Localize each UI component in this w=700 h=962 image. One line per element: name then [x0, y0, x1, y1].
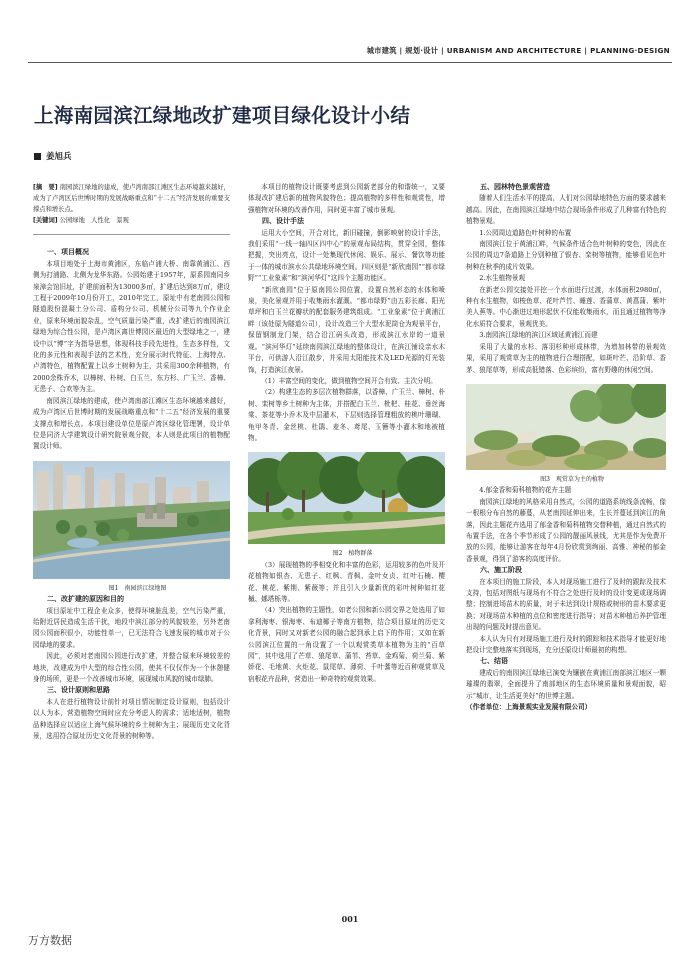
paragraph: 运用大小空间，开合对比，新旧碰撞，倒影映射的设计手法，我们采用“一线一轴四区四中心”的景观布局结构，贯穿全园，整体把握，突出亮点，设计一处集现代休闲、娱乐、展示、餐饮等功能于一体的城市滨水公共绿地环境空间。四区则是“新欣南园”“都市绿野”“工业象素”和“滨河华灯”这四个主题功能区。 [248, 228, 445, 283]
aerial-park-illustration [33, 461, 230, 579]
paragraph: 项目原址中工程企业众多，使得环境脏乱差，空气污染严重，给附近居民造成生活干扰，地段中滨江部分的风貌较差，另外老南园公园面积很小，功能性单一，已无法符合飞速发展的城市对于公园绿地的要求。 [33, 606, 230, 649]
page-number: 001 [341, 914, 359, 924]
author [34, 150, 72, 162]
plant-community-photo [248, 452, 445, 544]
paragraph: 本项目的植物设计既要考虑到公园新老部分的和谐统一，又要体现改扩建后新的植物风貌特色；提高植物的多样性和观赏性，增强植物对环境的改善作用，同时更丰富了城市景观。 [248, 183, 445, 214]
figure-3-caption: 图3 观赏草为主的植物 [540, 475, 604, 483]
paragraph: 采用了大量的水杉、落羽杉种形成林带，为增加林带的景观效果，采用了观赏草为主的植物进行合理搭配，如斑叶芒、沿阶草、香茅、狼尾草等，形成高低错落、色彩缤纷，富有野趣的休闲空间。 [466, 342, 666, 374]
paragraph: 南园滨江绿地的风格采用自然式，公园的道路系统线条流畅，像一根根分布自然的藤蔓，从老南园延伸出来，生长并蔓延到滨江的角落，因此主题花卉选用了郁金香和菊科植物交替种植，通过自然式的布置手法，在各个季节形成了公园的靓丽风景线，尤其是作为免费开放的公园，能够让游客在每年4月份欣赏到绚丽、高雅、神秘的郁金香景观，得到了游客的高度评价。 [466, 497, 666, 563]
figure-2-caption: 图2 植物群落 [332, 550, 373, 558]
keywords [33, 215, 230, 226]
subheading: 4.郁金香和菊科植物的花卉主题 [479, 486, 572, 495]
paragraph: 随着人们生活水平的提高，人们对公园绿地特色方面的要求越来越高。因此，在南园滨江绿地中结合现场条件形成了几种富有特色的植物景观。 [466, 194, 666, 226]
figure-2-image [248, 452, 445, 544]
subheading: 3.南园滨江绿地的滨江区域延黄浦江而建 [479, 331, 598, 340]
keywords-label: [关键词] [33, 217, 58, 224]
header-rule [28, 62, 672, 63]
figure-3-image [466, 384, 666, 470]
paragraph: （2）构建生态的多层次植物群落，以香樟、广玉兰、樟树、朴树、栾树等乡土树种为主体，并搭配白玉兰、枇杷、桂花、垂丝海棠、茶花等小乔木及中层灌木，下层则选择管理粗放的桃叶珊瑚、龟甲冬青、金丝桃、杜鹃、麦冬、鸢尾、玉簪等小灌木和地被植物。 [248, 388, 445, 442]
column-1 [33, 182, 230, 742]
subheading: 1.公园周边道路色叶树种的布置 [479, 228, 572, 237]
heading-methods: 四、设计手法 [262, 217, 304, 226]
heading-reason: 二、改扩建的原因和目的 [47, 595, 124, 604]
author-name: 姜旭兵 [46, 152, 72, 162]
figure-1-image [33, 461, 230, 579]
divider [33, 234, 230, 235]
ornamental-grass-photo [466, 384, 666, 470]
paragraph: 因此，必须对老南园公园进行改扩建，并整合原来环境较差的地块，改建成为中大型的综合性公园，使其不仅仅作为一个休憩健身的场所，更是一个改善城市环境，展现城市风貌的城市绿肺。 [33, 652, 230, 683]
paragraph: （1）丰富空间的变化，做到植物空间开合有致、主次分明。 [261, 376, 437, 385]
paragraph: （4）突出植物的主题性，如老公园和新公园交界之处选用了如拿利海枣、银海枣、布迪椰子等南方植物，结合项目原址的历史文化背景，同时又对新老公园的融合起到承上启下的作用；又如在新公园滨江位置的一角设置了一个以观赏类草本植物为主的“百草园”，其中选用了芒草、狼尾草、蒲苇、苔草、金鸡菊、荷兰菊、紫娇花、毛地黄、火炬花、鼠尾草、薄荷、千叶蓍等近百种观赏草及宿根花卉品种，营造出一种奇特的观赏效果。 [248, 606, 445, 683]
paragraph: 本人认为只有对现场施工进行及时的跟踪和技术指导才能更好地把设计完整地落实到现场，充分还原设计师最初的构想。 [466, 634, 666, 654]
keywords-text: 公园绿地 人性化 景观 [59, 217, 129, 224]
section-header: 城市建筑 | 规划·设计 | URBANISM AND ARCHITECTURE | PLANNING·DESIGN [366, 46, 670, 55]
paragraph: （3）展现植物的季相变化和丰富的色彩，运用较多的色叶及开花植物如银杏、无患子、红枫、青枫、金叶女贞、红叶石楠、樱花、桃花、紫荆、紫薇等；并且引入少量新优的彩叶树种如红花槭、娜塔栎等。 [248, 560, 445, 603]
abstract [33, 182, 230, 215]
column-2 [248, 182, 445, 685]
subheading: 2.水生植物景观 [479, 274, 526, 283]
abstract-text: 南园滨江绿地的建成，使卢湾南部江滩区生态环境越来越好，成为了卢湾区后世博时期的发展战略重点和“十二五”经济发展的重要支撑点和增长点。 [33, 184, 230, 213]
watermark: 万方数据 [28, 934, 72, 947]
paragraph: 南园滨江绿地的建成，使卢湾南部江滩区生态环境越来越好，成为卢湾区后世博时期的发展战略重点和“十二五”经济发展的重要支撑点和增长点。本项目建设单位是原卢湾区绿化管理署，设计单位是同济大学建筑设计研究院景观分院，本人则是此项目的植物配置设计师。 [33, 396, 230, 451]
heading-features: 五、园林特色景观营造 [480, 183, 550, 191]
paragraph: “新欣南园”位于原南园公园位置，设置自然形态的水体和喷泉，美化景观并用于收集雨水灌溉。“都市绿野”由五彩长廊、阳光草坪和白玉兰花瓣状的配套服务建筑组成。“工业象素”位于黄浦江畔（该处原为隧道公司），设计改造三个大型水泥筒仓为观景平台，保留钢制龙门架，结合沿江码头改造，形成滨江水岸的一道景观。“滨河华灯”延续南园滨江绿地的整体设计，在滨江铺设亲水木平台，可供游人沿江散步，并采用太阳能技术及LED光源的灯光装饰，打造滨江夜景。 [248, 285, 445, 374]
paragraph: 南园滨江位于黄浦江畔，气候条件适合色叶树种的变色，因此在公园的周边7条道路上分别种植了银杏、栾树等植物，能够看见色叶树种在秋季的成片效果。 [466, 240, 666, 271]
heading-overview: 一、项目概况 [47, 248, 89, 257]
paragraph: 本人在进行植物设计前针对项目情况制定设计原则，包括设计以人为本，营造植物空间时应充分考虑人的需求；适地适树，植物品种选择应以适应上海气候环境的乡土树种为主；展现历史文化背景，选用符合原址历史文化背景的树种等。 [33, 697, 230, 740]
heading-construction: 六、施工阶段 [480, 566, 522, 575]
paragraph: 在本项目的施工阶段，本人对现场施工进行了及时的跟踪及技术支持，包括对图纸与现场有不符合之处进行及时的设计变更或现场调整；控制进场苗木的质量，对于未达到设计规格或树形的苗木要求更换；对现场苗木种植的点位和密度进行指导；对苗木种植后养护管理出现的问题及时提出意见。 [466, 577, 666, 632]
column-3 [466, 182, 666, 713]
paragraph: 本项目地处于上海市黄浦区，东临卢浦大桥、南靠黄浦江、西侧为打浦路、北侧为龙华东路。公园始建于1957年，原系园南同乡泉漳会馆旧址，扩建前面积为13000多㎡，扩建后达到8万㎡，建设工程于2009年10月份开工，2010年完工，原址中有老南园公园和隧道股份混凝土分公司、盾构分公司、机械分公司等九个作业企业，原来环境面貌杂乱，空气质量污染严重，改扩建后的南园滨江绿地为综合性公园，是卢湾区离世博园区最近的大型绿地之一，建设中以“博”字为指导思想，体现科技手段先进性，生态多样性，文化的多元性和表现手法的艺术性，充分展示时代特征、上海特点、卢湾特色，植物配置上以乡土树种为主，共采用300余种植物，有2000余株乔木，以樟树、朴树、白玉兰、东方杉、广玉兰、香樟、无患子、合欢等为主。 [33, 259, 230, 394]
square-bullet-icon [34, 153, 41, 160]
author-unit: （作者单位：上海景观实业发展有限公司） [466, 703, 592, 712]
page-title: 上海南园滨江绿地改扩建项目绿化设计小结 [34, 104, 411, 127]
paragraph: 在新老公园交接处开挖一个水面进行过渡，水体面积2980㎡，种有水生植物，如梭鱼草、花叶芦竹、睡莲、香蒲草、黄菖蒲、紫叶美人蕉等。中心渐进过地形起伏不仅能收集雨水，而且通过植物等净化水质符合要求，景观优美。 [466, 285, 666, 328]
abstract-label: [摘 要] [33, 184, 58, 191]
heading-principles: 三、设计原则和思路 [47, 686, 110, 695]
heading-conclusion: 七、结语 [480, 657, 508, 666]
paragraph: 建成后的南园滨江绿地已演变为镶嵌在黄浦江南部滨江地区一颗璀璨的翡翠，全面提升了南部地区的生态环境质量和景观面貌，昭示“城市，让生活更美好”的世博主题。 [466, 668, 666, 700]
figure-1-caption: 图1 南园滨江绿地图 [108, 584, 167, 592]
